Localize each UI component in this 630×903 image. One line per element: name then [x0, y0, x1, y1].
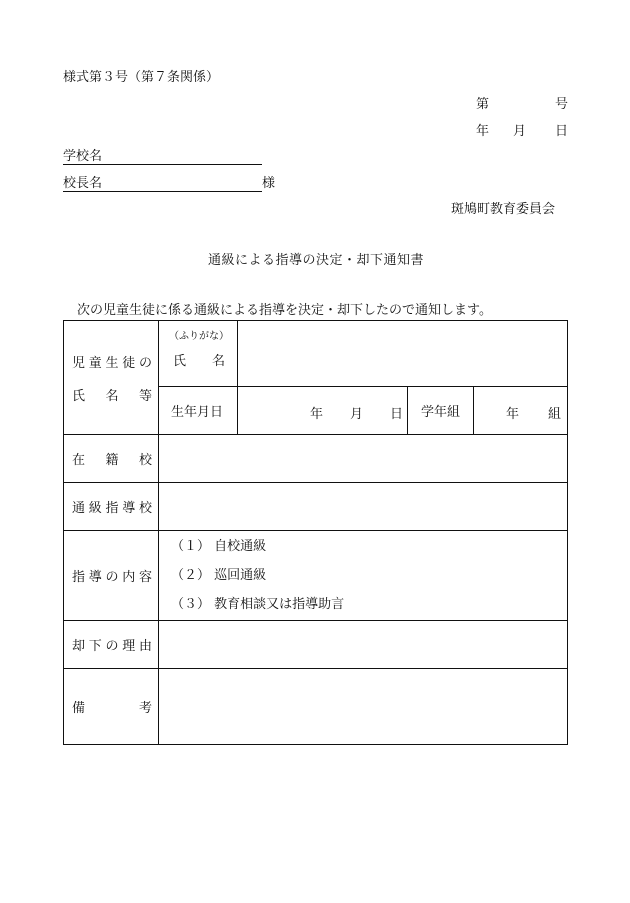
- label-char: 由: [138, 639, 152, 654]
- label-char: 名: [211, 354, 225, 369]
- student-info-label-line1: [64, 352, 158, 371]
- label-char: 児: [72, 355, 86, 371]
- date-day-label: 日: [555, 124, 569, 139]
- label-char: 名: [105, 388, 119, 404]
- rejection-reason-label-cell: [64, 621, 159, 669]
- guidance-option-itinerant[interactable]: （２） 巡回通級: [171, 568, 267, 583]
- label-char: 指: [72, 570, 86, 585]
- label-char: の: [105, 639, 119, 654]
- grade-class-units: [474, 403, 567, 422]
- label-char: の: [138, 355, 152, 371]
- enrolled-school-row: [64, 435, 568, 483]
- remarks-label: [64, 697, 158, 716]
- label-char: 導: [122, 501, 136, 516]
- guidance-options-cell: [159, 531, 568, 621]
- label-char: 導: [88, 570, 102, 585]
- school-name-field: [63, 145, 262, 165]
- name-label: [159, 342, 237, 369]
- honorific: 様: [262, 176, 276, 191]
- school-name-label: 学校名: [63, 149, 103, 164]
- tsukyu-school-field[interactable]: [159, 483, 568, 531]
- remarks-row: [64, 669, 568, 745]
- guidance-content-row: [64, 531, 568, 621]
- student-name-row: [64, 321, 568, 387]
- label-char: 校: [138, 453, 152, 468]
- enrolled-school-label: [64, 449, 158, 468]
- name-field[interactable]: [238, 321, 568, 387]
- guidance-content-label: [64, 566, 158, 585]
- birth-day-unit: 日: [390, 406, 404, 422]
- label-char: 内: [122, 570, 136, 585]
- guidance-option-self-school[interactable]: （１） 自校通級: [171, 539, 267, 554]
- grade-class-label: 学年組: [408, 387, 474, 435]
- document-title: 通級による指導の決定・却下通知書: [208, 253, 425, 268]
- label-char: 備: [72, 701, 86, 716]
- label-char: 級: [88, 501, 102, 516]
- grade-unit: 年: [506, 406, 520, 422]
- rejection-reason-field[interactable]: [159, 621, 568, 669]
- form-number: 様式第３号（第７条関係）: [63, 70, 220, 85]
- intro-text: 次の児童生徒に係る通級による指導を決定・却下したので通知します。: [77, 303, 492, 318]
- doc-number-prefix: 第: [476, 97, 490, 112]
- label-char: 却: [72, 639, 86, 654]
- label-char: 在: [72, 453, 86, 468]
- rejection-reason-row: [64, 621, 568, 669]
- label-char: 容: [138, 570, 152, 585]
- grade-class-field[interactable]: [474, 387, 568, 435]
- doc-number-suffix: 号: [555, 97, 569, 112]
- label-char: 氏: [173, 354, 187, 369]
- label-char: 等: [138, 388, 152, 404]
- principal-name-line: [63, 172, 275, 192]
- date-year-label: 年: [476, 124, 490, 139]
- birth-year-unit: 年: [310, 406, 324, 422]
- tsukyu-school-label-cell: [64, 483, 159, 531]
- birthdate-field[interactable]: [238, 387, 408, 435]
- principal-name-field: [63, 172, 262, 192]
- label-char: 下: [88, 639, 102, 654]
- school-name-line: [63, 145, 262, 165]
- sender-name: 斑鳩町教育委員会: [451, 202, 556, 217]
- label-char: 理: [122, 639, 136, 654]
- label-char: 生: [105, 355, 119, 371]
- enrolled-school-label-cell: [64, 435, 159, 483]
- tsukyu-school-row: [64, 483, 568, 531]
- class-unit: 組: [548, 406, 562, 422]
- student-info-label-line2: [64, 385, 158, 404]
- rejection-reason-label: [64, 635, 158, 654]
- label-char: 校: [138, 501, 152, 516]
- label-char: 徒: [122, 355, 136, 371]
- tsukyu-school-label: [64, 497, 158, 516]
- furigana-label: （ふりがな）: [169, 331, 229, 342]
- label-char: 籍: [105, 453, 119, 468]
- label-char: 氏: [72, 388, 86, 404]
- label-char: 通: [72, 501, 86, 516]
- remarks-field[interactable]: [159, 669, 568, 745]
- label-char: 童: [88, 355, 102, 371]
- label-char: の: [105, 570, 119, 585]
- enrolled-school-field[interactable]: [159, 435, 568, 483]
- label-char: 考: [138, 701, 152, 716]
- guidance-option-consultation[interactable]: （３） 教育相談又は指導助言: [171, 597, 345, 612]
- principal-name-label: 校長名: [63, 176, 103, 191]
- birth-month-unit: 月: [350, 406, 364, 422]
- notification-form-table: [63, 320, 568, 745]
- remarks-label-cell: [64, 669, 159, 745]
- student-info-label-cell: [64, 321, 159, 435]
- date-month-label: 月: [513, 124, 527, 139]
- birthdate-units: [238, 403, 407, 422]
- name-label-cell: [159, 321, 238, 387]
- birthdate-label: 生年月日: [159, 387, 238, 435]
- guidance-content-label-cell: [64, 531, 159, 621]
- label-char: 指: [105, 501, 119, 516]
